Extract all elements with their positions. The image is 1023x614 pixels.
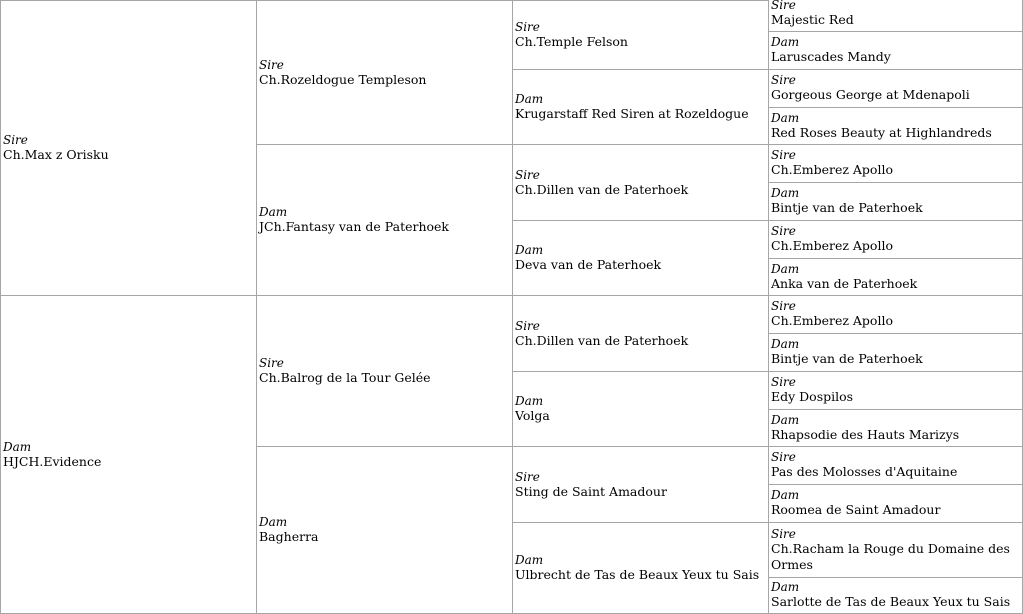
gen3-cell: [512, 144, 769, 221]
dog-name: Ch.Max z Orisku: [3, 147, 109, 162]
role-label: Dam: [771, 337, 800, 351]
gen4-cell: [768, 295, 1023, 334]
role-label: Sire: [771, 450, 796, 464]
gen4-cell: [768, 409, 1023, 447]
role-label: Sire: [515, 469, 540, 484]
gen4-cell: [768, 220, 1023, 259]
dog-name: Ch.Dillen van de Paterhoek: [515, 181, 689, 197]
role-label: Dam: [771, 412, 800, 427]
dog-name: Pas des Molosses d'Aquitaine: [771, 464, 958, 479]
gen2-cell: [256, 144, 513, 296]
dog-name: Sting de Saint Amadour: [515, 483, 667, 499]
gen4-cell: [768, 144, 1023, 183]
gen3-cell: [512, 522, 769, 614]
dog-name: Ulbrecht de Tas de Beaux Yeux tu Sais: [515, 567, 760, 582]
role-label: Dam: [771, 580, 800, 594]
gen4-cell: [768, 107, 1023, 145]
role-label: Sire: [515, 167, 540, 182]
role-label: Dam: [515, 92, 544, 106]
role-label: Dam: [515, 553, 544, 567]
dog-name: Rhapsodie des Hauts Marizys: [771, 426, 960, 442]
dog-name: Deva van de Paterhoek: [515, 257, 662, 272]
gen3-cell: [512, 220, 769, 296]
role-label: Dam: [259, 205, 288, 219]
gen3-cell: [512, 0, 769, 70]
dog-name: Roomea de Saint Amadour: [771, 502, 941, 517]
role-label: Sire: [515, 318, 540, 333]
gen4-cell: [768, 182, 1023, 221]
role-label: Dam: [3, 439, 32, 454]
gen3-cell: [512, 295, 769, 372]
dog-name: Anka van de Paterhoek: [771, 275, 918, 291]
role-label: Sire: [3, 133, 28, 147]
role-label: Dam: [515, 394, 544, 408]
dog-name: Ch.Emberez Apollo: [771, 162, 893, 177]
role-label: Sire: [259, 356, 284, 370]
dog-name: Ch.Balrog de la Tour Gelée: [259, 370, 431, 385]
dog-name: Ch.Emberez Apollo: [771, 313, 893, 328]
role-label: Sire: [771, 299, 796, 313]
role-label: Sire: [771, 224, 796, 238]
dog-name: HJCH.Evidence: [3, 453, 102, 469]
dog-name: Ch.Rozeldogue Templeson: [259, 71, 427, 87]
dog-name: Bintje van de Paterhoek: [771, 351, 923, 366]
role-label: Dam: [771, 35, 800, 49]
role-label: Sire: [515, 20, 540, 34]
gen4-cell: [768, 31, 1023, 70]
gen4-cell: [768, 333, 1023, 372]
dog-name: JCh.Fantasy van de Paterhoek: [259, 219, 450, 234]
role-label: Sire: [771, 0, 796, 12]
role-label: Dam: [259, 515, 288, 529]
gen4-cell: [768, 258, 1023, 296]
gen4-cell: [768, 0, 1023, 32]
role-label: Sire: [771, 375, 796, 389]
gen2-cell: [256, 0, 513, 145]
dog-name: Volga: [515, 408, 550, 423]
dog-name: Ch.Temple Felson: [515, 34, 628, 49]
dog-name: Bagherra: [259, 529, 319, 544]
dog-name: Red Roses Beauty at Highlandreds: [771, 124, 992, 140]
gen4-cell: [768, 69, 1023, 108]
role-label: Sire: [259, 57, 284, 72]
dog-name: Ch.Racham la Rouge du Domaine des Ormes: [771, 540, 1010, 572]
gen4-cell: [768, 522, 1023, 578]
role-label: Dam: [771, 186, 800, 200]
role-label: Sire: [771, 148, 796, 162]
role-label: Sire: [771, 73, 796, 87]
gen2-cell: [256, 295, 513, 447]
role-label: Dam: [771, 110, 800, 125]
dog-name: Bintje van de Paterhoek: [771, 200, 923, 215]
dog-name: Ch.Dillen van de Paterhoek: [515, 332, 689, 348]
gen3-cell: [512, 69, 769, 145]
role-label: Dam: [771, 261, 800, 276]
gen1-cell: [0, 0, 257, 296]
role-label: Dam: [515, 243, 544, 257]
dog-name: Sarlotte de Tas de Beaux Yeux tu Sais: [771, 594, 1011, 609]
gen1-cell: [0, 295, 257, 614]
dog-name: Laruscades Mandy: [771, 49, 891, 64]
gen4-cell: [768, 446, 1023, 485]
dog-name: Ch.Emberez Apollo: [771, 238, 893, 253]
role-label: Dam: [771, 488, 800, 502]
gen4-cell: [768, 484, 1023, 523]
gen4-cell: [768, 371, 1023, 410]
dog-name: Gorgeous George at Mdenapoli: [771, 87, 970, 102]
dog-name: Majestic Red: [771, 12, 854, 27]
gen4-cell: [768, 577, 1023, 614]
gen2-cell: [256, 446, 513, 614]
gen3-cell: [512, 446, 769, 523]
gen3-cell: [512, 371, 769, 447]
dog-name: Edy Dospilos: [771, 389, 854, 404]
dog-name: Krugarstaff Red Siren at Rozeldogue: [515, 106, 749, 121]
role-label: Sire: [771, 526, 796, 541]
